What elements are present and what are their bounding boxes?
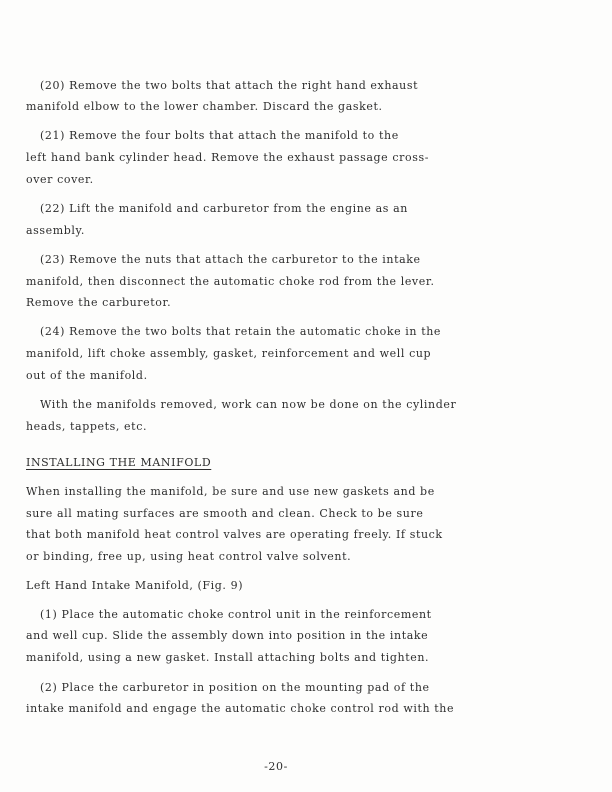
subheading: Left Hand Intake Manifold, (Fig. 9) bbox=[26, 579, 244, 592]
text-line: heads, tappets, etc. bbox=[26, 420, 148, 433]
text-line: out of the manifold. bbox=[26, 369, 148, 382]
text-line: (23) Remove the nuts that attach the carburetor to the intake bbox=[40, 253, 421, 266]
page-number: -20- bbox=[264, 760, 288, 773]
text-line: intake manifold and engage the automatic choke control rod with the bbox=[26, 702, 455, 715]
text-line: (22) Lift the manifold and carburetor from the engine as an bbox=[40, 202, 408, 215]
text-line: and well cup. Slide the assembly down into position in the intake bbox=[26, 629, 429, 642]
section-heading: INSTALLING THE MANIFOLD bbox=[26, 456, 212, 469]
text-line: When installing the manifold, be sure and use new gaskets and be bbox=[26, 485, 435, 498]
text-line: (21) Remove the four bolts that attach the manifold to the bbox=[40, 129, 399, 142]
text-line: sure all mating surfaces are smooth and clean. Check to be sure bbox=[26, 507, 424, 520]
text-line: manifold, lift choke assembly, gasket, reinforcement and well cup bbox=[26, 347, 432, 360]
text-line: manifold, using a new gasket. Install attaching bolts and tighten. bbox=[26, 651, 430, 664]
text-line: left hand bank cylinder head. Remove the exhaust passage cross- bbox=[26, 151, 430, 164]
text-line: (24) Remove the two bolts that retain the automatic choke in the bbox=[40, 325, 442, 338]
text-line: With the manifolds removed, work can now be done on the cylinder bbox=[40, 398, 457, 411]
text-line: (1) Place the automatic choke control unit in the reinforcement bbox=[40, 608, 432, 621]
text-line: over cover. bbox=[26, 173, 94, 186]
text-line: (20) Remove the two bolts that attach the right hand exhaust bbox=[40, 79, 419, 92]
text-line: manifold elbow to the lower chamber. Discard the gasket. bbox=[26, 100, 383, 113]
text-line: or binding, free up, using heat control valve solvent. bbox=[26, 550, 352, 563]
text-line: Remove the carburetor. bbox=[26, 296, 172, 309]
text-line: that both manifold heat control valves are operating freely. If stuck bbox=[26, 528, 443, 541]
text-line: (2) Place the carburetor in position on the mounting pad of the bbox=[40, 681, 430, 694]
text-line: manifold, then disconnect the automatic choke rod from the lever. bbox=[26, 275, 435, 288]
text-line: assembly. bbox=[26, 224, 85, 237]
